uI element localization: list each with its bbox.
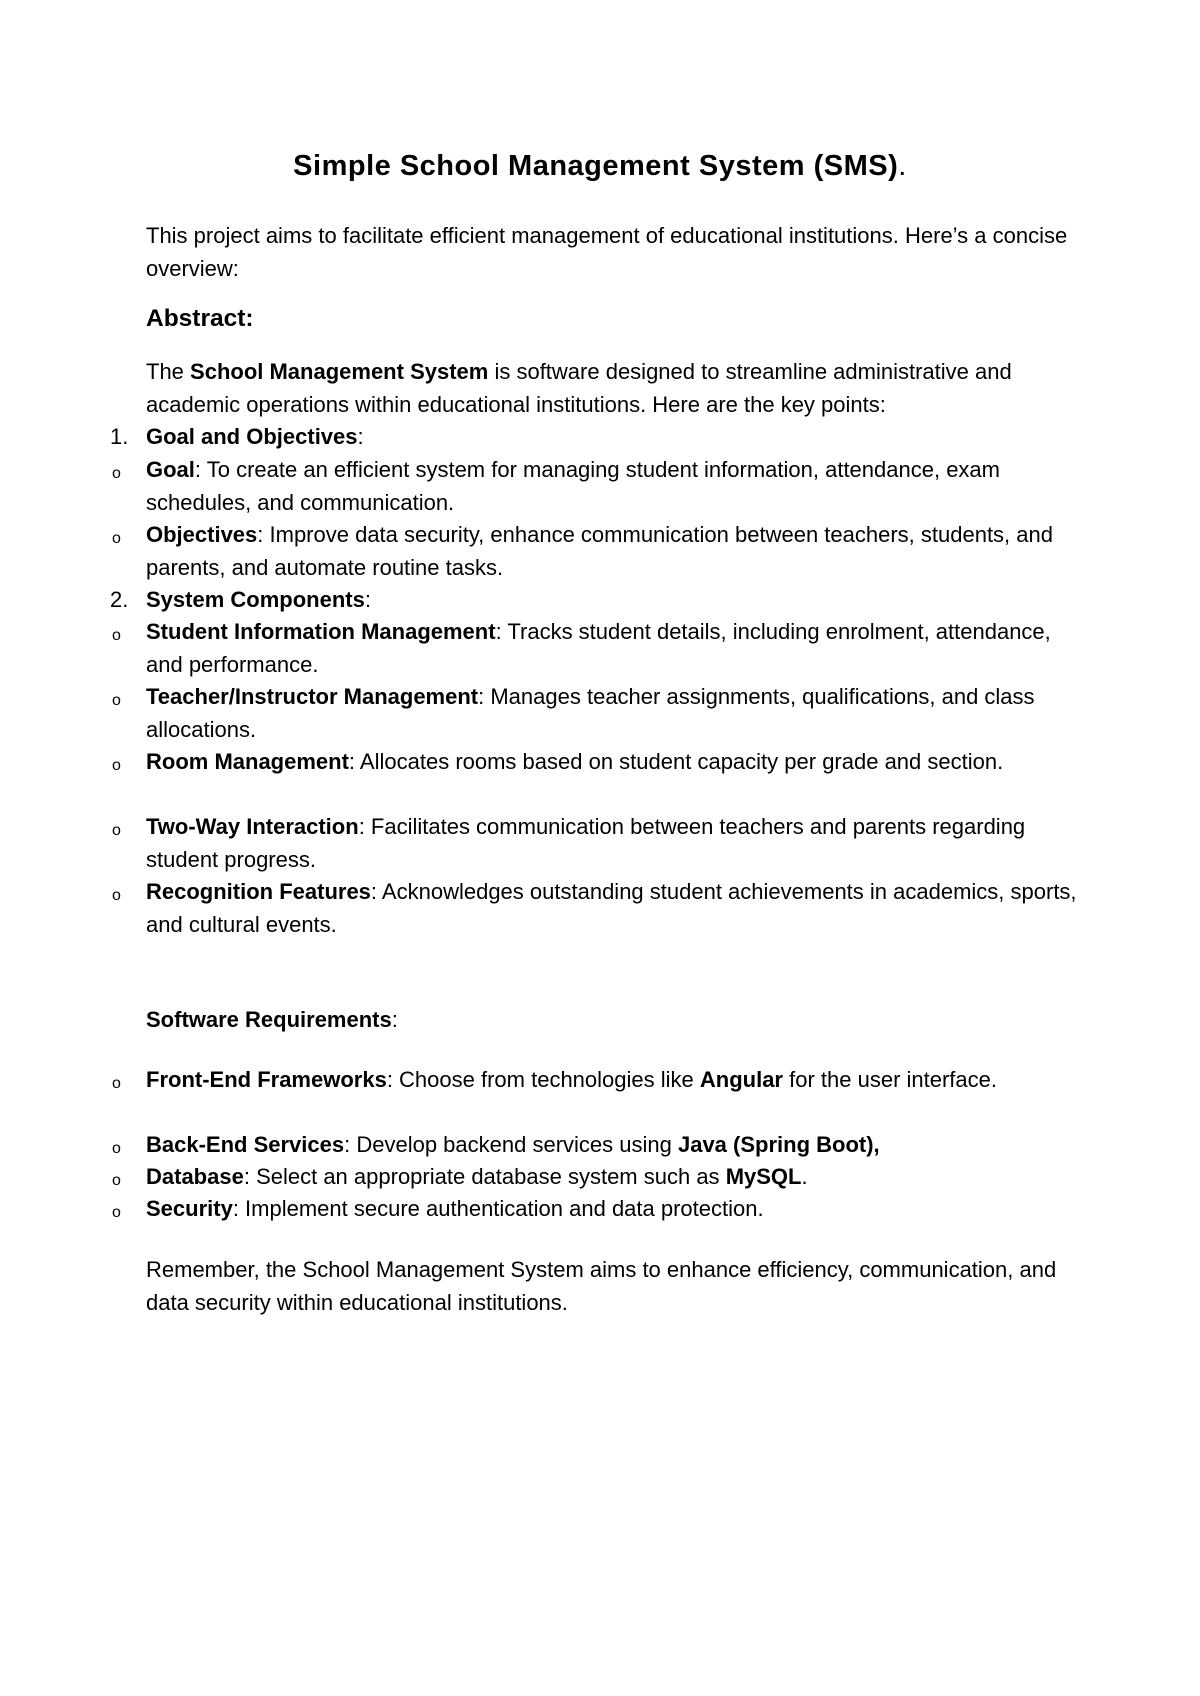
- item-text-end: .: [801, 1164, 808, 1189]
- list-item-recognition-features: [110, 876, 1086, 941]
- list-item-security: [110, 1193, 1086, 1226]
- item-highlight: Java (Spring Boot),: [677, 1132, 880, 1157]
- section-number: 1.: [110, 424, 129, 449]
- list-item-two-way-interaction: [110, 811, 1086, 876]
- bullet-icon: o: [112, 692, 121, 709]
- intro-paragraph: This project aims to facilitate efficient management of educational institutions. Here’s a concise overview:: [146, 223, 1068, 281]
- item-text: : Tracks student details, including enrolment, attendance, and performance.: [146, 619, 1051, 677]
- item-term: Database: [146, 1164, 244, 1189]
- abstract-paragraph: [146, 356, 1086, 421]
- bullet-icon: o: [112, 465, 121, 482]
- item-text: : Manages teacher assignments, qualifications, and class allocations.: [146, 684, 1035, 742]
- list-item-front-end: [110, 1064, 1086, 1097]
- item-term: Teacher/Instructor Management: [146, 684, 479, 709]
- abstract-text-start: The: [146, 359, 191, 384]
- item-term: Goal: [146, 457, 195, 482]
- bullet-icon: o: [112, 887, 121, 904]
- item-text: : To create an efficient system for managing student information, attendance, exam schedules, and communication.: [146, 457, 1000, 515]
- section-number: 2.: [110, 587, 129, 612]
- abstract-bold-term: School Management System: [190, 359, 489, 384]
- software-requirements-heading: [146, 1004, 398, 1037]
- item-text: : Select an appropriate database system such as: [243, 1164, 726, 1189]
- section-colon: :: [364, 587, 371, 612]
- section-title: System Components: [146, 587, 365, 612]
- software-heading-text: Software Requirements: [146, 1007, 392, 1032]
- item-text: : Acknowledges outstanding student achievements in academics, sports, and cultural events.: [146, 879, 1077, 937]
- section-1-heading: [110, 421, 1086, 454]
- document-title: [0, 150, 1200, 183]
- item-text: : Facilitates communication between teachers and parents regarding student progress.: [146, 814, 1026, 872]
- software-heading-colon: :: [391, 1007, 398, 1032]
- list-item-room-management: [110, 746, 1086, 779]
- list-item-student-information: [110, 616, 1086, 681]
- abstract-text-end: is software designed to streamline administrative and academic operations within educational institutions. Here are the key points:: [146, 359, 1012, 417]
- item-term: Objectives: [146, 522, 258, 547]
- item-term: Two-Way Interaction: [146, 814, 359, 839]
- section-2-heading: [110, 584, 1086, 617]
- item-text: : Develop backend services using: [344, 1132, 678, 1157]
- item-term: Student Information Management: [146, 619, 496, 644]
- item-text: : Implement secure authentication and data protection.: [232, 1196, 764, 1221]
- bullet-icon: o: [112, 822, 121, 839]
- bullet-icon: o: [112, 1075, 121, 1092]
- item-term: Security: [146, 1196, 233, 1221]
- item-term: Room Management: [146, 749, 349, 774]
- item-text: : Allocates rooms based on student capacity per grade and section.: [348, 749, 1004, 774]
- item-highlight: Angular: [699, 1067, 783, 1092]
- item-term: Back-End Services: [146, 1132, 345, 1157]
- section-colon: :: [357, 424, 364, 449]
- item-text-end: for the user interface.: [783, 1067, 997, 1092]
- section-title: Goal and Objectives: [146, 424, 358, 449]
- title-text: Simple School Management System (SMS): [293, 150, 899, 182]
- list-item-objectives: [110, 519, 1086, 584]
- list-item-teacher-management: [110, 681, 1086, 746]
- bullet-icon: o: [112, 530, 121, 547]
- list-item-database: [110, 1161, 1086, 1194]
- item-term: Front-End Frameworks: [146, 1067, 387, 1092]
- item-term: Recognition Features: [146, 879, 371, 904]
- item-text: : Choose from technologies like: [386, 1067, 700, 1092]
- bullet-icon: o: [112, 1172, 121, 1189]
- item-text: : Improve data security, enhance communication between teachers, students, and parents, and automate routine tasks.: [146, 522, 1053, 580]
- list-item-goal: [110, 454, 1086, 519]
- bullet-icon: o: [112, 1140, 121, 1157]
- closing-paragraph: Remember, the School Management System aims to enhance efficiency, communication, and data security within educational institutions.: [146, 1257, 1057, 1315]
- bullet-icon: o: [112, 757, 121, 774]
- title-period: .: [898, 150, 907, 182]
- list-item-back-end: [110, 1129, 1086, 1162]
- bullet-icon: o: [112, 627, 121, 644]
- abstract-heading: Abstract:: [146, 305, 254, 332]
- bullet-icon: o: [112, 1204, 121, 1221]
- item-highlight: MySQL: [725, 1164, 802, 1189]
